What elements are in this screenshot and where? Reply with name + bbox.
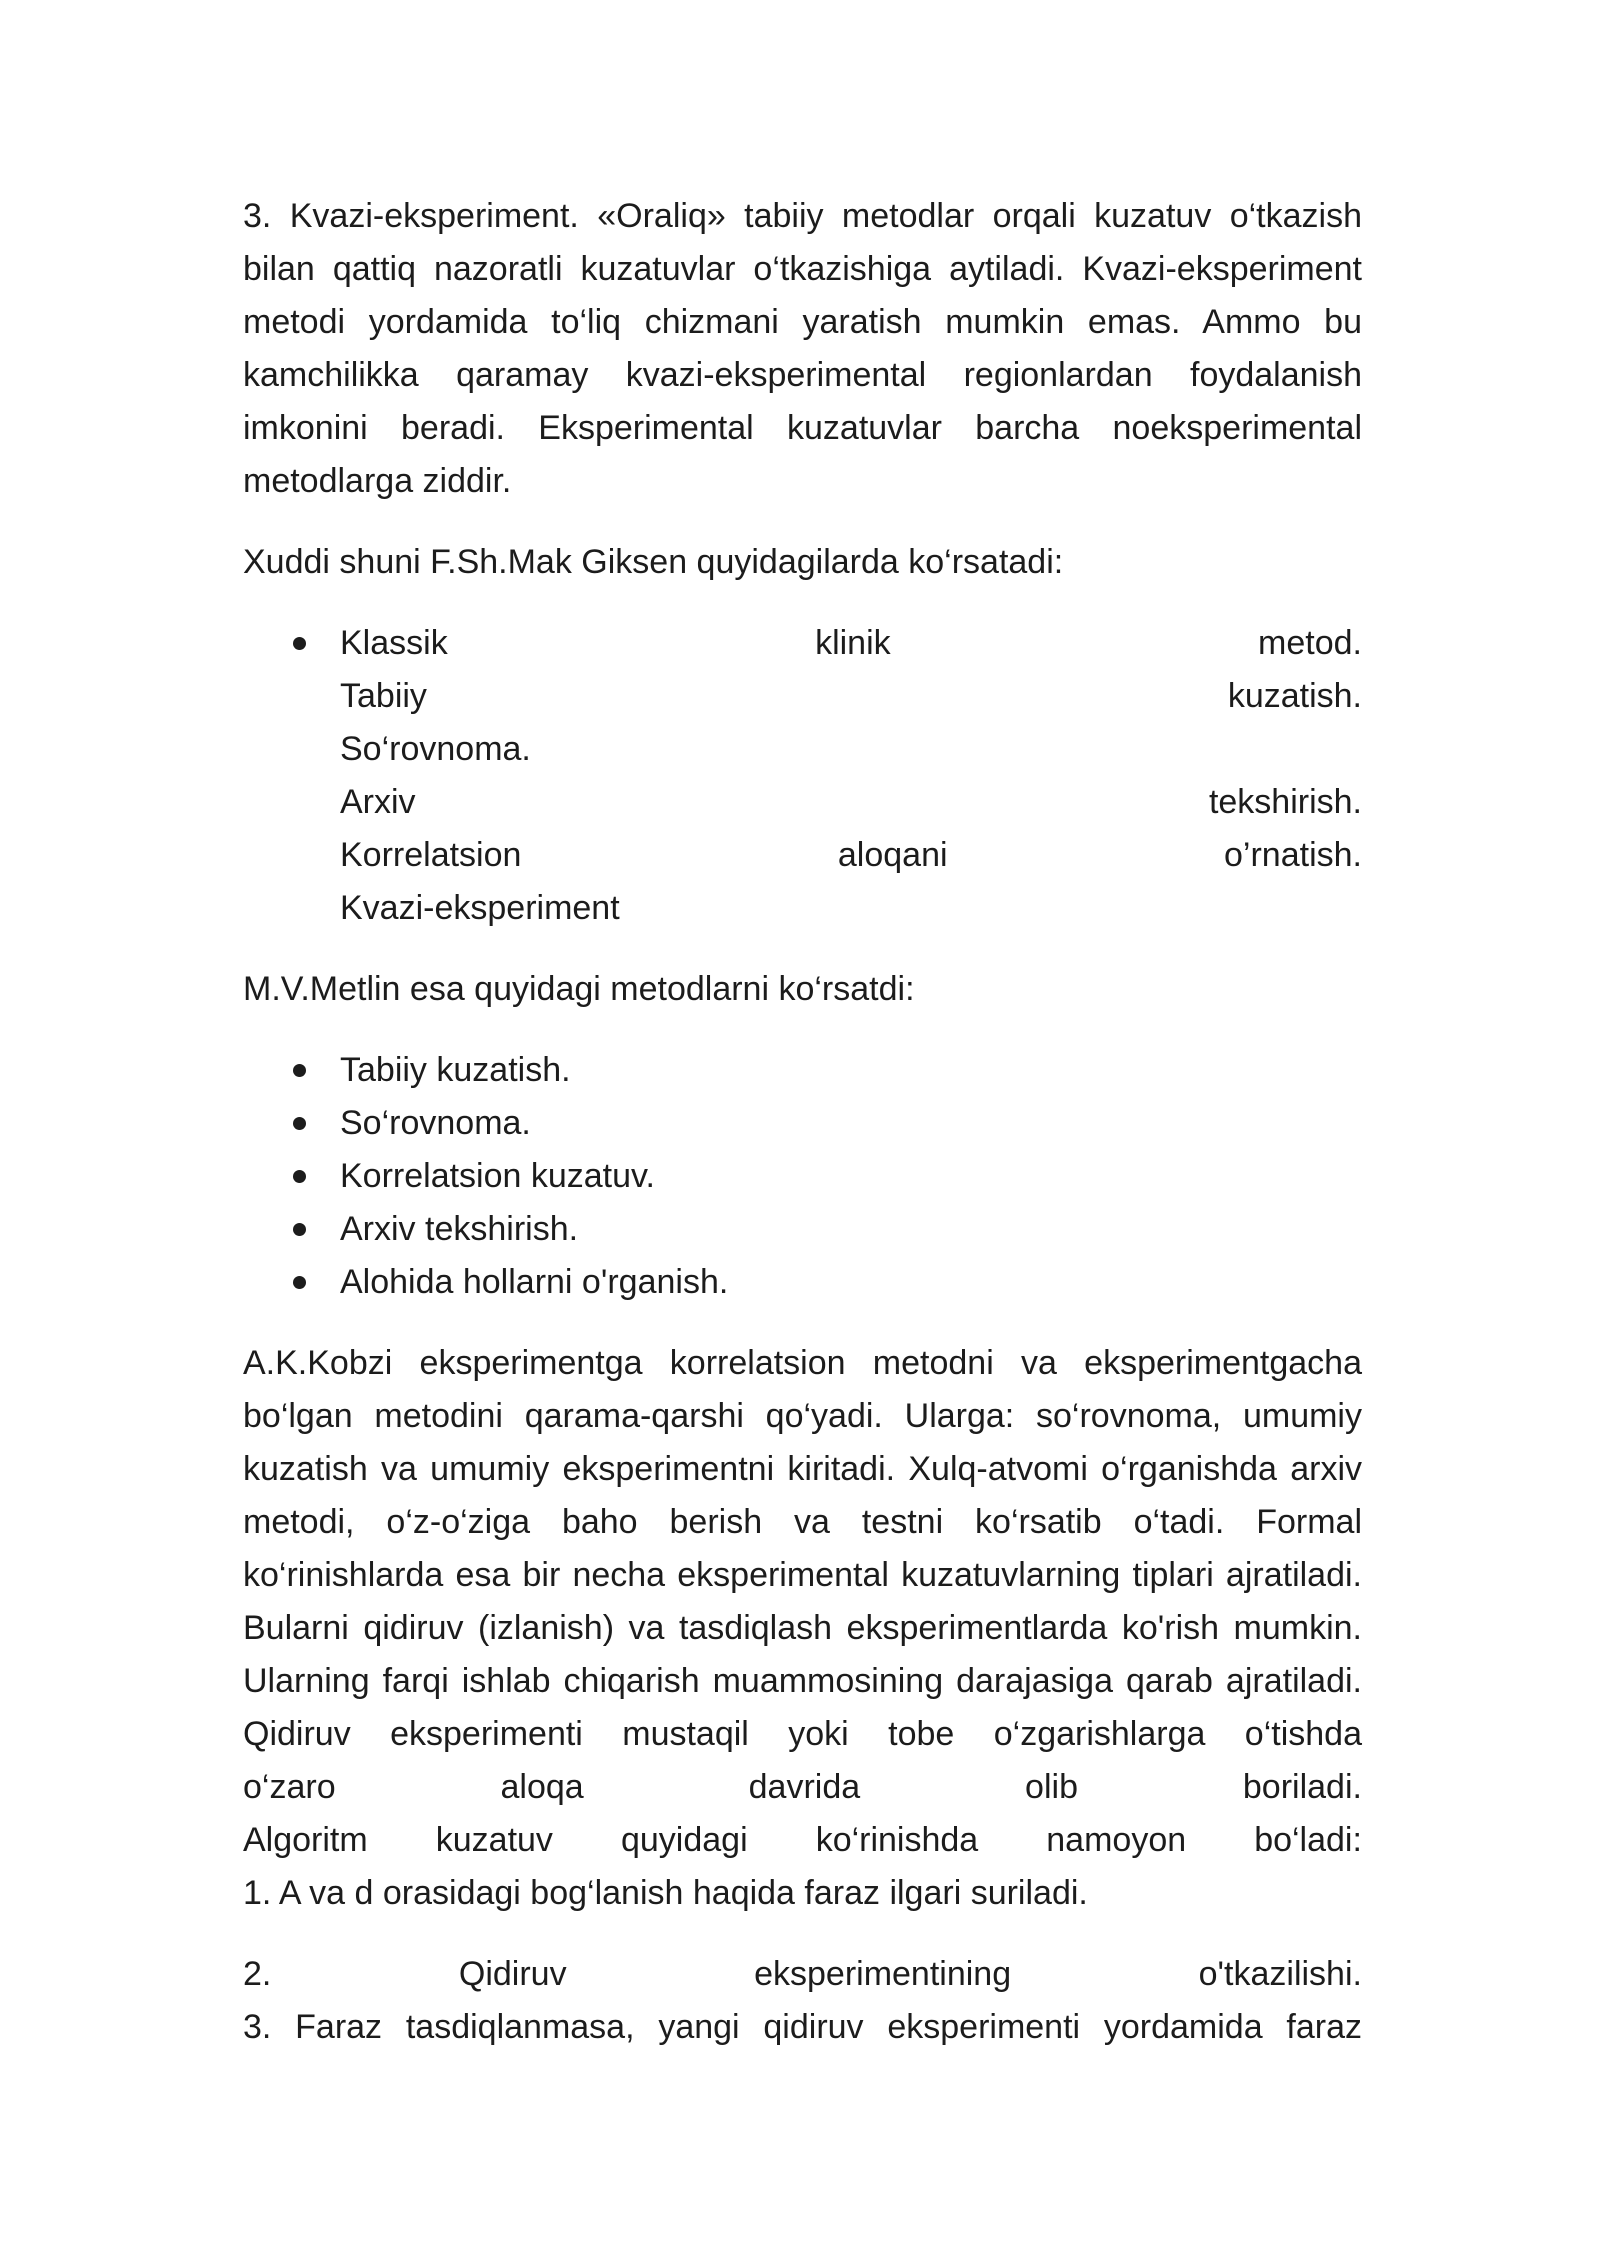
list-item: Korrelatsion kuzatuv.: [243, 1150, 1362, 1203]
steps-block: [243, 1948, 1362, 2054]
bullet-icon: [293, 1170, 306, 1183]
giksen-line-4: Arxiv tekshirish.: [340, 783, 1362, 821]
metlin-intro: M.V.Metlin esa quyidagi metodlarni ko‘rsatdi:: [243, 970, 915, 1008]
list-item: Tabiiy kuzatish.: [243, 1044, 1362, 1097]
list-item: So‘rovnoma.: [243, 1097, 1362, 1150]
list-item: Arxiv tekshirish.: [243, 1203, 1362, 1256]
kobzi-line-algoritm: Algoritm kuzatuv quyidagi ko‘rinishda namoyon bo‘ladi:: [243, 1821, 1362, 1859]
giksen-line-6: Kvazi-eksperiment: [340, 889, 620, 927]
giksen-list-item: [243, 617, 1362, 935]
bullet-icon: [293, 1223, 306, 1236]
kobzi-step-1: 1. A va d orasidagi bog‘lanish haqida faraz ilgari suriladi.: [243, 1874, 1088, 1912]
bullet-icon: [293, 1276, 306, 1289]
kobzi-block: [243, 1337, 1362, 1920]
step-3-line: 3. Faraz tasdiqlanmasa, yangi qidiruv eksperimenti yordamida faraz: [243, 2008, 1362, 2046]
list-item: Alohida hollarni o'rganish.: [243, 1256, 1362, 1309]
giksen-line-1: Klassik klinik metod.: [340, 624, 1362, 662]
section-3-paragraph: 3. Kvazi-eksperiment. «Oraliq» tabiiy metodlar orqali kuzatuv o‘tkazish bilan qattiq nazoratli kuzatuvlar o‘tkazishiga aytiladi. Kvazi-eksperiment metodi yordamida to‘liq chizmani yaratish mumkin emas. Ammo bu kamchilikka qaramay kvazi-eksperimental regionlardan foydalanish imkonini beradi. Eksperimental kuzatuvlar barcha noeksperimental metodlarga ziddir.: [243, 197, 1362, 500]
giksen-line-2: Tabiiy kuzatish.: [340, 677, 1362, 715]
metlin-list: [243, 1044, 1362, 1309]
giksen-line-3: So‘rovnoma.: [340, 730, 531, 768]
bullet-icon: [293, 1064, 306, 1077]
kobzi-line-zaro: o‘zaro aloqa davrida olib boriladi.: [243, 1768, 1362, 1806]
bullet-icon: [293, 637, 306, 650]
step-2-line: 2. Qidiruv eksperimentining o'tkazilishi.: [243, 1955, 1362, 1993]
giksen-line-5: Korrelatsion aloqani o’rnatish.: [340, 836, 1362, 874]
kobzi-paragraph: A.K.Kobzi eksperimentga korrelatsion metodni va eksperimentgacha bo‘lgan metodini qarama-qarshi qo‘yadi. Ularga: so‘rovnoma, umumiy kuzatish va umumiy eksperimentni kiritadi. Xulq-atvomi o‘rganishda arxiv metodi, o‘z-o‘ziga baho berish va testni ko‘rsatib o‘tadi. Formal ko‘rinishlarda esa bir necha eksperimental kuzatuvlarning tiplari ajratiladi. Bularni qidiruv (izlanish) va tasdiqlash eksperimentlarda ko'rish mumkin. Ularning farqi ishlab chiqarish muammosining darajasiga qarab ajratiladi. Qidiruv eksperimenti mustaqil yoki tobe o‘zgarishlarga o‘tishda: [243, 1344, 1362, 1753]
giksen-intro: Xuddi shuni F.Sh.Mak Giksen quyidagilarda ko‘rsatadi:: [243, 543, 1064, 581]
bullet-icon: [293, 1117, 306, 1130]
document-page: [243, 190, 1362, 2054]
